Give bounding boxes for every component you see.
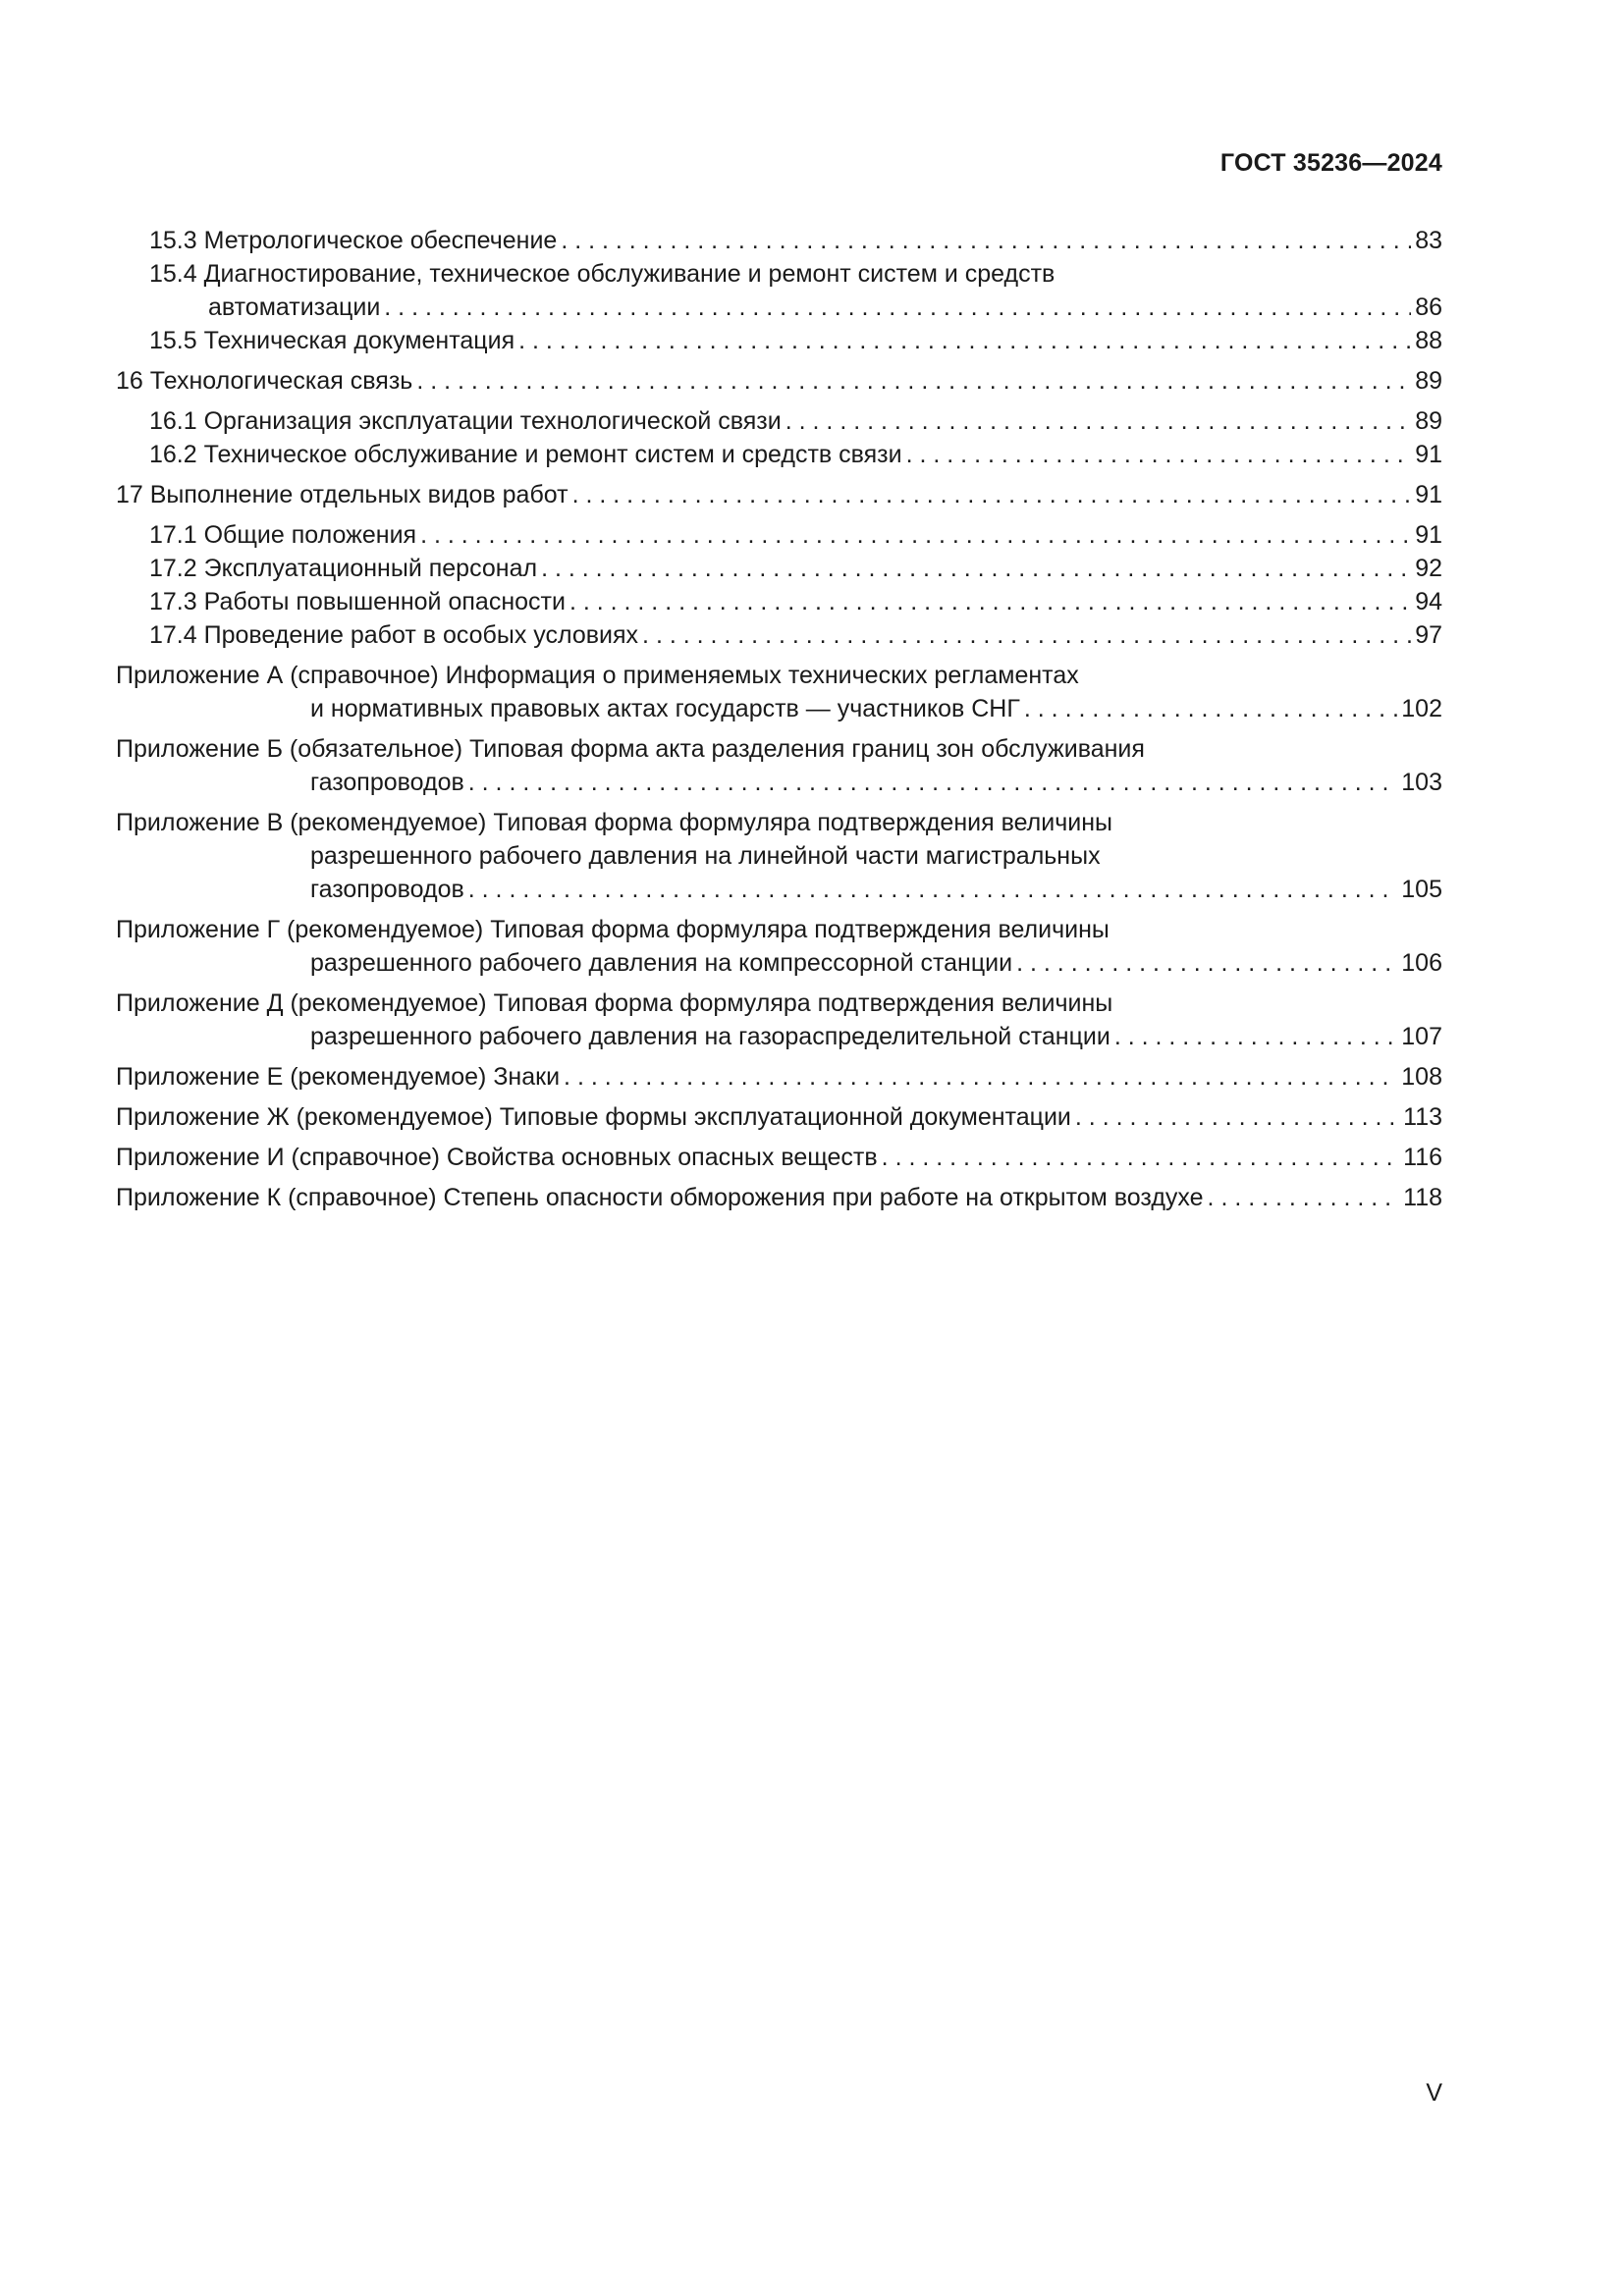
toc-entry[interactable]	[116, 404, 1442, 438]
toc-entry-page: 102	[1401, 695, 1442, 722]
toc-entry-title: 16.1 Организация эксплуатации технологической связи	[149, 407, 782, 435]
dot-leader	[882, 1141, 1399, 1174]
dot-leader	[569, 585, 1411, 618]
toc-entry-title: Приложение Е (рекомендуемое) Знаки	[116, 1063, 561, 1091]
toc-entry[interactable]	[116, 552, 1442, 585]
dot-leader	[420, 518, 1411, 552]
dot-leader	[642, 618, 1411, 652]
toc-entry-page: 108	[1401, 1063, 1442, 1091]
toc-entry-page: 86	[1415, 294, 1442, 321]
toc-entry[interactable]	[116, 806, 1442, 906]
toc-entry-title: 17.1 Общие положения	[149, 521, 417, 549]
dot-leader	[785, 404, 1411, 438]
dot-leader	[1075, 1100, 1399, 1134]
dot-leader	[541, 552, 1411, 585]
toc-entry[interactable]	[116, 224, 1442, 257]
toc-entry[interactable]	[116, 1100, 1442, 1134]
toc-entry-title: 15.4 Диагностирование, техническое обслуживание и ремонт систем и средств	[149, 260, 1056, 288]
toc-entry[interactable]	[116, 518, 1442, 552]
toc-entry-title: Приложение И (справочное) Свойства основных опасных веществ	[116, 1144, 878, 1171]
toc-entry-page: 91	[1415, 481, 1442, 508]
toc-entry-page: 113	[1403, 1103, 1442, 1131]
toc-entry-page: 91	[1415, 521, 1442, 549]
toc-entry-title: Приложение А (справочное) Информация о применяемых технических регламентах	[116, 662, 1079, 689]
toc-entry-title: разрешенного рабочего давления на газораспределительной станции	[310, 1023, 1110, 1050]
toc-entry[interactable]	[116, 364, 1442, 398]
dot-leader	[384, 291, 1411, 324]
toc-entry[interactable]	[116, 438, 1442, 471]
toc-entry-page: 103	[1401, 769, 1442, 796]
dot-leader	[1024, 692, 1397, 725]
toc-entry-title: 15.5 Техническая документация	[149, 327, 515, 354]
dot-leader	[572, 478, 1412, 511]
dot-leader	[518, 324, 1411, 357]
dot-leader	[1016, 946, 1397, 980]
page-number: V	[1426, 2079, 1442, 2107]
toc-entry-page: 89	[1415, 407, 1442, 435]
toc-entry-title: 16.2 Техническое обслуживание и ремонт систем и средств связи	[149, 441, 902, 468]
toc-entry[interactable]	[116, 1181, 1442, 1214]
toc-entry-title: разрешенного рабочего давления на компрессорной станции	[310, 949, 1013, 977]
dot-leader	[1208, 1181, 1400, 1214]
toc-entry[interactable]	[116, 1141, 1442, 1174]
toc-entry[interactable]	[116, 913, 1442, 980]
toc-entry-title: Приложение В (рекомендуемое) Типовая форма формуляра подтверждения величины	[116, 809, 1112, 836]
toc-entry-title: Приложение К (справочное) Степень опасности обморожения при работе на открытом воздухе	[116, 1184, 1204, 1211]
toc-entry-title: 17.2 Эксплуатационный персонал	[149, 555, 538, 582]
dot-leader	[564, 1060, 1397, 1094]
toc-entry-title: 15.3 Метрологическое обеспечение	[149, 227, 558, 254]
toc-entry-title: Приложение Б (обязательное) Типовая форма акта разделения границ зон обслуживания	[116, 735, 1145, 763]
dot-leader	[416, 364, 1411, 398]
toc-entry[interactable]	[116, 987, 1442, 1053]
toc-entry-title: Приложение Ж (рекомендуемое) Типовые формы эксплуатационной документации	[116, 1103, 1071, 1131]
toc-entry-title: и нормативных правовых актах государств — участников СНГ	[310, 695, 1020, 722]
dot-leader	[906, 438, 1412, 471]
toc-entry-page: 92	[1415, 555, 1442, 582]
document-id: ГОСТ 35236—2024	[1219, 149, 1442, 177]
toc-entry-page: 116	[1403, 1144, 1442, 1171]
toc-entry-page: 94	[1415, 588, 1442, 615]
toc-entry-page: 88	[1415, 327, 1442, 354]
toc-entry-title: 17.4 Проведение работ в особых условиях	[149, 621, 639, 649]
dot-leader	[468, 873, 1398, 906]
table-of-contents	[116, 224, 1442, 1214]
dot-leader	[468, 766, 1398, 799]
toc-entry-title: разрешенного рабочего давления на линейной части магистральных	[310, 842, 1101, 870]
toc-entry[interactable]	[116, 1060, 1442, 1094]
toc-entry-page: 91	[1415, 441, 1442, 468]
toc-entry-page: 97	[1415, 621, 1442, 649]
toc-entry-title: газопроводов	[310, 769, 464, 796]
toc-entry-title: газопроводов	[310, 876, 464, 903]
toc-entry-title: Приложение Г (рекомендуемое) Типовая форма формуляра подтверждения величины	[116, 916, 1110, 943]
toc-entry[interactable]	[116, 257, 1442, 324]
toc-entry-page: 118	[1403, 1184, 1442, 1211]
toc-entry-title: автоматизации	[208, 294, 381, 321]
toc-entry-page: 106	[1401, 949, 1442, 977]
toc-entry-page: 105	[1401, 876, 1442, 903]
toc-entry[interactable]	[116, 324, 1442, 357]
toc-entry-title: Приложение Д (рекомендуемое) Типовая форма формуляра подтверждения величины	[116, 989, 1113, 1017]
toc-entry[interactable]	[116, 478, 1442, 511]
toc-entry-title: 17 Выполнение отдельных видов работ	[116, 481, 568, 508]
toc-entry[interactable]	[116, 585, 1442, 618]
toc-entry[interactable]	[116, 618, 1442, 652]
dot-leader	[1114, 1020, 1397, 1053]
toc-entry-title: 16 Технологическая связь	[116, 367, 413, 395]
dot-leader	[561, 224, 1411, 257]
toc-entry-title: 17.3 Работы повышенной опасности	[149, 588, 566, 615]
toc-entry[interactable]	[116, 659, 1442, 725]
toc-entry-page: 83	[1415, 227, 1442, 254]
toc-entry-page: 107	[1401, 1023, 1442, 1050]
toc-entry[interactable]	[116, 732, 1442, 799]
toc-entry-page: 89	[1415, 367, 1442, 395]
